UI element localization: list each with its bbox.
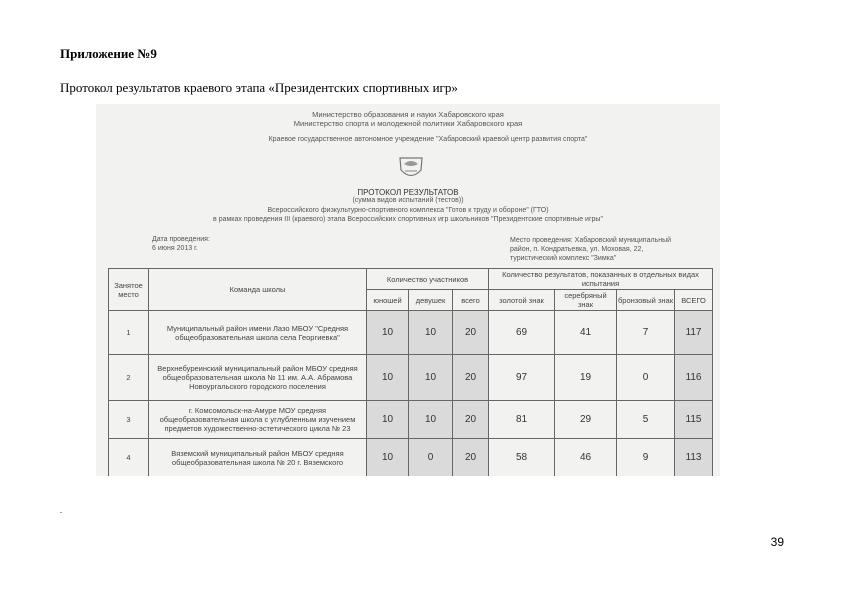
cell-all: 113 [675, 439, 713, 477]
cell-girls: 10 [409, 355, 453, 401]
cell-gold: 97 [489, 355, 555, 401]
cell-all: 117 [675, 311, 713, 355]
table-row [109, 439, 713, 477]
col-total: всего [453, 290, 489, 311]
table-row [109, 355, 713, 401]
cell-place: 3 [109, 401, 149, 439]
col-gold: золотой знак [489, 290, 555, 311]
event-date: Дата проведения: 6 июня 2013 г. [152, 236, 210, 252]
col-silver: серебряный знак [555, 290, 617, 311]
scan-header-line: Министерство спорта и молодежной политики Хабаровского края [293, 119, 523, 128]
col-boys: юношей [367, 290, 409, 311]
cell-gold: 81 [489, 401, 555, 439]
cell-place: 4 [109, 439, 149, 477]
cell-total: 20 [453, 355, 489, 401]
results-table [108, 268, 713, 476]
scan-header-line: (сумма видов испытаний (тестов)) [352, 197, 464, 204]
cell-total: 20 [453, 401, 489, 439]
cell-bronze: 5 [617, 401, 675, 439]
stray-mark: . [60, 506, 62, 515]
col-bronze: бронзовый знак [617, 290, 675, 311]
cell-girls: 0 [409, 439, 453, 477]
cell-boys: 10 [367, 439, 409, 477]
scan-header-line: в рамках проведения III (краевого) этапа Всероссийских спортивных игр школьников "Президентские спортивные игры" [213, 216, 603, 223]
cell-bronze: 7 [617, 311, 675, 355]
cell-all: 115 [675, 401, 713, 439]
page-heading: Приложение №9 [60, 46, 157, 61]
cell-silver: 29 [555, 401, 617, 439]
cell-place: 2 [109, 355, 149, 401]
col-badges: Количество результатов, показанных в отдельных видах испытания [489, 269, 713, 290]
col-team: Команда школы [149, 269, 367, 311]
cell-total: 20 [453, 311, 489, 355]
protocol-title: ПРОТОКОЛ РЕЗУЛЬТАТОВ [357, 188, 459, 197]
cell-silver: 41 [555, 311, 617, 355]
cell-team: Вяземский муниципальный район МБОУ средняя общеобразовательная школа № 20 г. Вяземского [149, 439, 367, 477]
cell-team: Муниципальный район имени Лазо МБОУ "Средняя общеобразовательная школа села Георгиевка" [149, 311, 367, 355]
table-row [109, 401, 713, 439]
col-participants: Количество участников [367, 269, 489, 290]
cell-silver: 46 [555, 439, 617, 477]
cell-team: Верхнебуреинский муниципальный район МБОУ средняя общеобразовательная школа № 11 им. А.А. Абрамова Новоургальского городского поселения [149, 355, 367, 401]
cell-gold: 58 [489, 439, 555, 477]
cell-boys: 10 [367, 401, 409, 439]
cell-all: 116 [675, 355, 713, 401]
page-number: 39 [770, 535, 784, 549]
event-venue: Место проведения: Хабаровский муниципальный район, п. Кондратьевка, ул. Моховая, 22, туристический комплекс "Зимка" [510, 237, 672, 262]
cell-silver: 19 [555, 355, 617, 401]
cell-bronze: 0 [617, 355, 675, 401]
scan-header-line: Краевое государственное автономное учреждение "Хабаровский краевой центр развития спорта" [268, 136, 588, 143]
scan-header-line: Министерство образования и науки Хабаровского края [312, 110, 504, 119]
cell-bronze: 9 [617, 439, 675, 477]
cell-boys: 10 [367, 311, 409, 355]
cell-place: 1 [109, 311, 149, 355]
cell-boys: 10 [367, 355, 409, 401]
cell-total: 20 [453, 439, 489, 477]
col-place: Занятое место [109, 269, 149, 311]
scan-header-line: Всероссийского физкультурно-спортивного комплекса "Готов к труду и обороне" (ГТО) [267, 207, 549, 214]
cell-girls: 10 [409, 401, 453, 439]
cell-gold: 69 [489, 311, 555, 355]
table-header-row [109, 269, 713, 290]
table-row [109, 311, 713, 355]
scanned-protocol [96, 104, 720, 476]
coat-of-arms-icon [396, 152, 426, 182]
cell-girls: 10 [409, 311, 453, 355]
col-girls: девушек [409, 290, 453, 311]
cell-team: г. Комсомольск-на-Амуре МОУ средняя общеобразовательная школа с углубленным изучением предметов художественно-эстетического цикла № 23 [149, 401, 367, 439]
page-subtitle: Протокол результатов краевого этапа «Президентских спортивных игр» [60, 80, 458, 95]
col-all: ВСЕГО [675, 290, 713, 311]
